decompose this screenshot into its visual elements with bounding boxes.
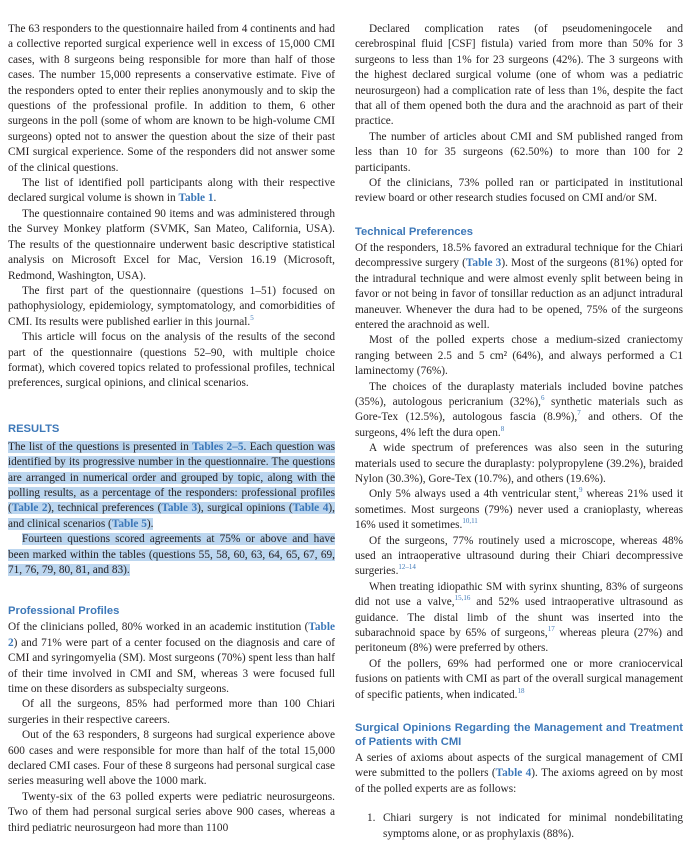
- reference-link[interactable]: 9: [578, 486, 583, 495]
- paragraph: Of all the surgeons, 85% had performed more than 100 Chiari surgeries in their respective careers.: [8, 698, 335, 726]
- reference-link[interactable]: 7: [577, 409, 581, 418]
- paragraph: The choices of the duraplasty materials included bovine patches (35%), autologous pericranium (32%),$^6$ synthetic materials such as Gore-Tex (12.5%), autologous fascia (8.9%),$^7$ and others. Of the surgeons, 4% left the dura open.$^8$: [355, 380, 683, 439]
- subsection-heading-profiles: Professional Profiles: [8, 605, 120, 618]
- table-link[interactable]: Table 3: [161, 502, 198, 515]
- list-item: 1. Chiari surgery is not indicated for minimal nondebilitating symptoms alone, or as prophylaxis (88%).: [367, 812, 683, 840]
- reference-link[interactable]: 10,11: [462, 517, 478, 526]
- right-column: [355, 22, 683, 842]
- section-heading-results: RESULTS: [8, 422, 60, 435]
- table-link[interactable]: Table 2: [8, 621, 335, 649]
- paragraph: Out of the 63 responders, 8 surgeons had surgical experience above 600 cases and were responsible for more than half of the total 15,000 declared CMI cases. Four of these 8 surgeons had personal surgical case series measuring well above the 1000 mark.: [8, 729, 335, 788]
- paragraph: Declared complication rates (of pseudomeningocele and cerebrospinal fluid [CSF] fistula) varied from more than 50% for 3 surgeons to less than 1% for 23 surgeons (42%). The 3 surgeons with the highest declared surgical volume (one of whom was a pediatric neurosurgeon) had a complication rate of less than 1%, despite the fact that all of them opened both the dura and the arachnoid as part of their practice.: [355, 23, 683, 128]
- paragraph: Of the clinicians, 73% polled ran or participated in institutional review board or other research studies focused on CMI and/or SM.: [355, 177, 683, 205]
- subsection-heading-opinions: Surgical Opinions Regarding the Management and Treatment of Patients with CMI: [355, 722, 683, 749]
- table-link[interactable]: Table 5: [111, 517, 147, 530]
- reference-link[interactable]: 15,16: [454, 594, 471, 603]
- paragraph: Of the surgeons, 77% routinely used a microscope, whereas 48% used an intraoperative ultrasound during their Chiari decompressive surgeries.$^{12-14}$: [355, 534, 683, 578]
- paragraph: The first part of the questionnaire (questions 1–51) focused on pathophysiology, epidemiology, symptomatology, and comorbidities of CMI. Its results were published earlier in this journal.$^5$: [8, 284, 335, 328]
- paragraph: When treating idiopathic SM with syrinx shunting, 83% of surgeons did not use a valve,$^{15,16}$ and 52% used intraoperative ultrasound as guidance. The distal limb of the shunt was inserted into the subarachnoid space by 65% of surgeons,$^{17}$ whereas pleura (27%) and peritoneum (8%) were preferred by others.: [355, 580, 683, 655]
- reference-link[interactable]: 18: [517, 686, 525, 695]
- paragraph: The 63 responders to the questionnaire hailed from 4 continents and had a collective reported surgical experience well in excess of 15,000 CMI cases, with 8 surgeons being responsible for more than half of those cases. The number 15,000 represents a conservative estimate. Five of the responders opted to enter their replies anonymously and to skip the questions of the professional profile. In addition to them, 6 other surgeons in the poll (some of whom are known to be high-volume CMI surgeons) opted not to answer the question about the size of their past CMI surgical experience. Some of the responders did not answer some of the clinical questions.: [8, 23, 335, 174]
- subsection-heading-technical: Technical Preferences: [355, 225, 473, 238]
- paragraph: Of the clinicians polled, 80% worked in an academic institution (Table 2) and 71% were part of a center focused on the diagnosis and care of CMI and syringomyelia (SM). Most surgeons (70%) spent less than half of their time involved in CMI and SM, whereas 3 were focused full time on these disorders as subspecialty surgeons.: [8, 621, 335, 696]
- paragraph: Of the pollers, 69% had performed one or more craniocervical fusions on patients with CMI as part of the overall surgical management of specific patients, when indicated.$^{18}$: [355, 657, 683, 701]
- paragraph: The number of articles about CMI and SM published ranged from less than 10 for 35 surgeons (62.50%) to more than 100 for 2 participants.: [355, 130, 683, 174]
- paragraph: Most of the polled experts chose a medium-sized craniectomy ranging between 2.5 and 5 cm² (64%), and always performed a C1 laminectomy (76%).: [355, 334, 683, 378]
- paragraph: The questionnaire contained 90 items and was administered through the Survey Monkey platform (SVMK, San Mateo, California, USA). The results of the questionnaire underwent basic descriptive statistical analysis on Microsoft Excel for Mac, Version 16.19 (Microsoft, Redmond, Washington, USA).: [8, 207, 335, 282]
- table-link[interactable]: Table 2: [11, 502, 48, 515]
- paragraph: Of the responders, 18.5% favored an extradural technique for the Chiari decompressive surgery (Table 3). Most of the surgeons (81%) opted for the intradural technique and were almost evenly split between being in favor or not being in favor of tonsillar reduction as an adjunct intradural maneuver. Whenever the dura had to be opened, 75% of the surgeons entered the arachnoid as well.: [355, 241, 684, 331]
- paragraph: A wide spectrum of preferences was also seen in the suturing materials used to secure the duraplasty: polypropylene (39.2%), braided Nylon (30.3%), Gore-Tex (10.7%), and others (19.6%).: [355, 442, 683, 485]
- axiom-list: [355, 811, 683, 842]
- table-link[interactable]: Table 4: [292, 502, 329, 515]
- paragraph: Only 5% always used a 4th ventricular stent,$^9$ whereas 21% used it sometimes. Most surgeons (79%) never used a cranioplasty, whereas 16% used it sometimes.$^{10,11}$: [355, 486, 683, 532]
- reference-link[interactable]: 17: [547, 625, 555, 634]
- reference-link[interactable]: 6: [540, 394, 545, 403]
- table-link[interactable]: Table 3: [465, 257, 502, 270]
- table-link[interactable]: Table 4: [495, 767, 532, 780]
- paragraph: Fourteen questions scored agreements at 75% or above and have been marked within the tables (questions 55, 58, 60, 63, 64, 65, 67, 69, 71, 76, 79, 80, 81, and 83).: [8, 533, 335, 576]
- paragraph: This article will focus on the analysis of the results of the second part of the questionnaire (questions 52–90, with multiple choice format), which covered topics related to professional profiles, technical preferences, surgical opinions, and clinical scenarios.: [8, 331, 335, 390]
- paragraph: The list of the questions is presented in Tables 2–5. Each question was identified by its progressive number in the questionnaire. The questions are arranged in numerical order and grouped by topic, along with the polling results, as a percentage of the responders: professional profiles (Table 2), technical preferences (Table 3), surgical opinions (Table 4), and clinical scenarios (Table 5).: [8, 440, 336, 530]
- reference-link[interactable]: 8: [500, 424, 505, 433]
- paragraph: The list of identified poll participants along with their respective declared surgical volume is shown in Table 1.: [8, 177, 335, 205]
- table-link[interactable]: Tables 2–5: [192, 440, 244, 453]
- reference-link[interactable]: 12–14: [398, 563, 416, 572]
- reference-link[interactable]: 5: [250, 313, 254, 322]
- paragraph: Twenty-six of the 63 polled experts were pediatric neurosurgeons. Two of them had personal surgical series above 900 cases, whereas a third pediatric neurosurgeon had more than 1100: [8, 790, 335, 834]
- paragraph: A series of axioms about aspects of the surgical management of CMI were submitted to the pollers (Table 4). The axioms agreed on by most of the polled experts are as follows:: [355, 752, 683, 795]
- table-link[interactable]: Table 1: [178, 192, 214, 205]
- left-column: [8, 22, 335, 836]
